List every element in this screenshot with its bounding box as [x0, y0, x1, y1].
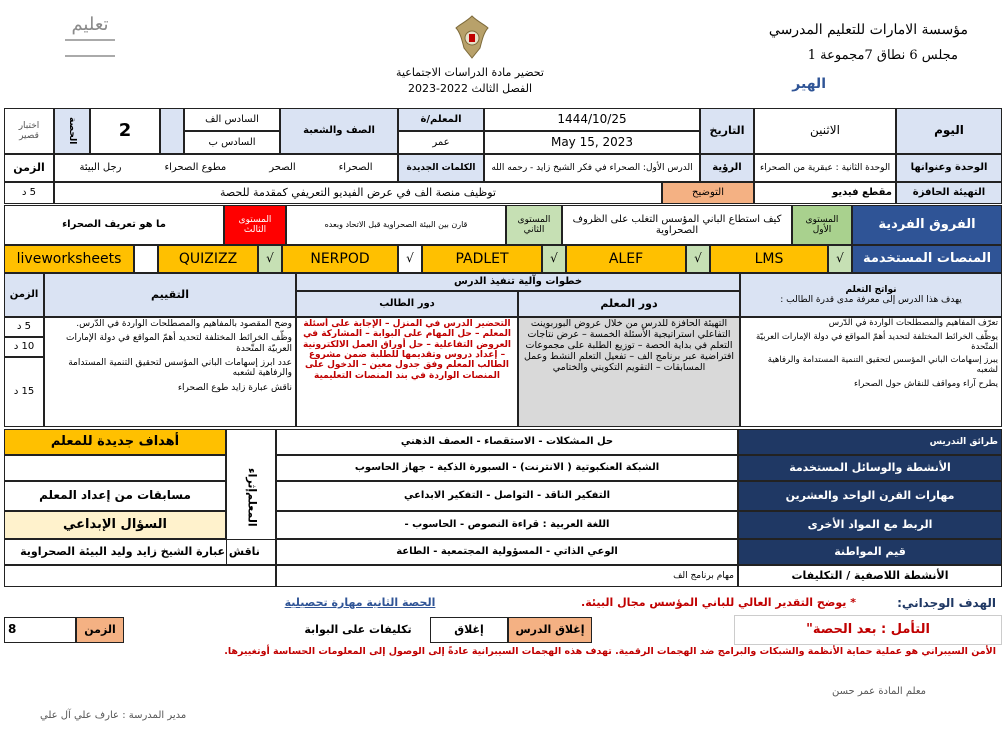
lvl2-label: المستوى الثاني [506, 205, 562, 245]
lesson-title: الدرس الأول: الصحراء في فكر الشيخ زايد - رحمه الله [484, 154, 700, 182]
steps-label: خطوات وآلية تنفيذ الدرس [296, 273, 740, 291]
newwords-label: الكلمات الجديدة [398, 154, 484, 182]
section-label [160, 108, 184, 154]
teacher-value: عمر [398, 131, 484, 154]
uae-emblem-icon [452, 14, 492, 62]
assessment-item: وظّف الخرائط المختلفة لتحديد أهمّ المواقع في دولة الإمارات العربيّة المتّحدة [66, 333, 292, 354]
time-15: 15 د [4, 357, 44, 427]
platform-padlet[interactable]: PADLET [422, 245, 542, 273]
lvl1-label: المستوى الأول [792, 205, 852, 245]
teacher-role: التهيئة الحافزة للدرس من خلال عروض البوربوينت التفاعلي استراتيجية الأسئلة الخمسة – عرض نتاجات التعلم في بداية الحصة – توزيع الطلبة على مجموعات افتراضية عبر برنامج الف – تفعيل التعلم النشط وعمل المسابقات – التقويم التكويني والختامي [518, 317, 740, 427]
prep-title: تحضير مادة الدراسات الاجتماعية [396, 66, 544, 79]
platform-check[interactable]: √ [398, 245, 422, 273]
outcomes-list [740, 317, 1002, 427]
newword-item: الصحر [269, 162, 296, 174]
term-title: الفصل الثالث 2022-2023 [407, 82, 533, 95]
assessment-list [44, 317, 296, 427]
citizenship-value: الوعي الذاتي - المسؤولية المجتمعية - الطاعة [276, 539, 738, 565]
footer-time-label: الزمن [76, 617, 124, 643]
teacher-side-label: المعلم [245, 491, 259, 527]
reflection-label: التأمل : بعد الحصة" [734, 615, 1002, 645]
lvl3-label: المستوى الثالث [224, 205, 286, 245]
test-label: اختبار قصير [4, 108, 54, 154]
link-label: الربط مع المواد الأخرى [738, 511, 1002, 539]
lesson-time-label: الزمن [4, 273, 44, 317]
unit-value: الوحدة الثانية : عبقرية من الصحراء [754, 154, 896, 182]
lvl1-text: كيف استطاع الباني المؤسس التغلب على الظروف الصحراوية [562, 205, 792, 245]
teacher-role-label: دور المعلم [518, 291, 740, 317]
platform-alef[interactable]: ALEF [566, 245, 686, 273]
platform-nerpod[interactable]: NERPOD [282, 245, 398, 273]
date-label: التاريخ [700, 108, 754, 154]
newword-item: مطوع الصحراء [164, 162, 227, 174]
newword-item: الصحراء [338, 162, 373, 174]
gate-tasks: تكليفات على البوابة [304, 622, 412, 636]
platform-check-empty[interactable] [134, 245, 158, 273]
activities-value: الشبكة العنكبوتية ( الانترنت) - السبورة الذكية - جهاز الحاسوب [276, 455, 738, 481]
closing-label: إغلاق الدرس [508, 617, 592, 643]
lvl3-text: ما هو تعريف الصحراء [4, 205, 224, 245]
strategy-value: حل المشكلات - الاستقصاء - العصف الذهني [276, 429, 738, 455]
ministry-logo [50, 14, 130, 78]
activities-label: الأنشطة والوسائل المستخدمة [738, 455, 1002, 481]
creative-question: السؤال الإبداعي [4, 511, 226, 539]
cyber-note: الأمن السيبراني هو عملية حماية الأنظمة والشبكات والبرامج ضد الهجمات الرقمية. تهدف هذه الهجمات السيبرانية عادةً إلى الوصول إلى المعلومات الحساسة أوتغييرها. [224, 646, 996, 657]
principal-signature: مدير المدرسة : عارف علي آل علي [40, 710, 187, 721]
grade-label: الصف والشعبة [280, 108, 398, 154]
platform-check[interactable]: √ [542, 245, 566, 273]
vision-label: الرؤية [700, 154, 754, 182]
lvl2-text: قارن بين البيئة الصحراوية قبل الاتحاد وبعده [286, 205, 506, 245]
newwords-row [54, 154, 398, 182]
second-period-link[interactable]: الحصة الثانية مهارة تحصيلية [284, 596, 436, 609]
student-role-label: دور الطالب [296, 291, 518, 317]
time-10: 10 د [4, 337, 44, 357]
day-label: اليوم [896, 108, 1002, 154]
assessment-item: عدد ابرز إسهامات الباني المؤسس لتحقيق التنمية المستدامة والرفاهية لشعبه [68, 358, 292, 379]
assessment-item: ناقش عبارة زايد طوع الصحراء [177, 382, 292, 393]
time-5: 5 د [4, 317, 44, 337]
assessment-item: وضح المقصود بالمفاهيم والمصطلحات الواردة في الدّرس. [76, 319, 292, 329]
outcome-item: تعرّف المفاهيم والمصطلحات الواردة في الدّرس [828, 318, 998, 328]
extracurricular-label: الأنشطة اللاصفية / التكليفات [738, 565, 1002, 587]
student-role: التحضير الدرس في المنزل – الإجابة على أسئلة المعلم – حل المهام على البوابة – المشاركة في العروض التفاعلية – حل أوراق العمل الالكترونية – إعداد دروس وتقديمها للطلبة ضمن مشروع الطالب المعلم وفق جدول معين – الدخول على المنصات الواردة في بند المنصات التعليمية [296, 317, 518, 427]
skills-label: مهارات القرن الواحد والعشرين [738, 481, 1002, 511]
teacher-label: المعلم/ة [398, 108, 484, 131]
grade-b: السادس ب [184, 131, 280, 154]
hook-value: مقطع فيديو [754, 182, 896, 204]
enrichment-label: إثراء [245, 467, 259, 492]
assessment-label: التقييم [44, 273, 296, 317]
school-name: الهير [792, 76, 826, 92]
outcomes-label: نواتج التعلم [845, 284, 897, 295]
outcome-item: يوظّف الخرائط المختلفة لتحديد أهمّ المواقع في دولة الإمارات العربيّة المتّحدة [755, 331, 998, 352]
platform-check[interactable]: √ [686, 245, 710, 273]
time-label: الزمن [4, 154, 54, 182]
explain-value: توظيف منصة الف في عرض الفيديو التعريفي كمقدمة للحصة [54, 182, 662, 204]
period-value: 2 [90, 108, 160, 154]
explain-label: التوضيح [662, 182, 754, 204]
platform-check[interactable]: √ [258, 245, 282, 273]
extracurricular-value: مهام برنامج الف [276, 565, 738, 587]
ministry-logo-mark [65, 39, 115, 57]
platform-check[interactable]: √ [828, 245, 852, 273]
date-gregorian: May 15, 2023 [484, 131, 700, 154]
grade-a: السادس الف [184, 108, 280, 131]
reflection-gap [618, 615, 734, 645]
closing-value: إغلاق [430, 617, 508, 643]
outcome-item: يبرز إسهامات الباني المؤسس لتحقيق التنمية المستدامة والرفاهية لشعبه [767, 355, 998, 376]
competition: مسابقات من إعداد المعلم [4, 481, 226, 511]
platform-liveworksheets[interactable]: liveworksheets [4, 245, 134, 273]
hook-time: 5 د [4, 182, 54, 204]
platforms-label: المنصات المستخدمة [852, 245, 1002, 273]
platform-quizizz[interactable]: QUIZIZZ [158, 245, 258, 273]
platform-lms[interactable]: LMS [710, 245, 828, 273]
outcome-item: يطرح آراء ومواقف للنقاش حول الصحراء [853, 378, 998, 389]
date-hijri: 1444/10/25 [484, 108, 700, 131]
affective-text: * يوضح التقدير العالي للباني المؤسس مجال البيئة. [581, 596, 856, 609]
blank-cell [4, 565, 276, 587]
council-name: مجلس 6 نطاق 7مجموعة 1 [807, 48, 958, 63]
outcomes-sub: يهدف هذا الدرس إلى معرفة مدى قدرة الطالب : [780, 295, 962, 305]
outcomes-header [740, 273, 1002, 317]
citizenship-label: قيم المواطنة [738, 539, 1002, 565]
link-value: اللغة العربية : قراءة النصوص - الحاسوب - [276, 511, 738, 539]
skills-value: التفكير الناقد - التواصل - التفكير الابداعي [276, 481, 738, 511]
creative-text: ناقش عبارة الشيخ زايد وليد البيئة الصحراوية [4, 539, 276, 565]
new-goals: أهداف جديدة للمعلم [4, 429, 226, 455]
ministry-logo-text: تعليم [71, 14, 109, 35]
day-value: الاثنين [754, 108, 896, 154]
affective-label: الهدف الوجداني: [897, 596, 996, 610]
teacher-signature: معلم المادة عمر حسن [831, 686, 926, 697]
footer-time-value: 8 [4, 617, 76, 643]
institution-name: مؤسسة الامارات للتعليم المدرسي [768, 22, 968, 38]
diff-label: الفروق الفردية [852, 205, 1002, 245]
strategy-label: طرائق التدريس [738, 429, 1002, 455]
period-label: الحصة [54, 108, 90, 154]
hook-label: التهيئة الحافزة [896, 182, 1002, 204]
newword-item: رجل البيئة [79, 162, 122, 174]
goals-blank [4, 455, 226, 481]
unit-label: الوحدة وعنوانها [896, 154, 1002, 182]
